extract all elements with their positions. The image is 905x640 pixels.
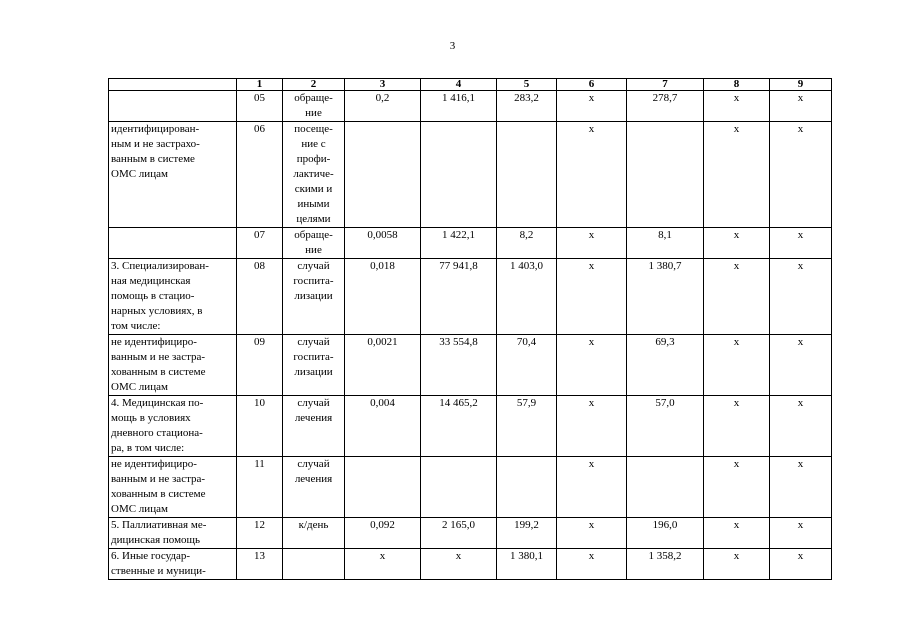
- table-cell: 283,2: [497, 91, 557, 122]
- header-cell-blank: [109, 79, 237, 91]
- table-row: [109, 396, 832, 457]
- row-label-cell: 4. Медицинская по- мощь в условиях дневного стациона- ра, в том числе:: [109, 396, 237, 457]
- table-cell: х: [770, 122, 832, 228]
- table-cell: 10: [237, 396, 283, 457]
- table-cell: [421, 122, 497, 228]
- table-cell: [345, 457, 421, 518]
- table-cell: 11: [237, 457, 283, 518]
- table-cell: [497, 457, 557, 518]
- table-cell: [497, 122, 557, 228]
- table-cell: х: [557, 228, 627, 259]
- table-cell: обраще- ние: [283, 228, 345, 259]
- table-cell: х: [557, 259, 627, 335]
- table-cell: 1 403,0: [497, 259, 557, 335]
- row-label-cell: не идентифициро- ванным и не застра- хованным в системе ОМС лицам: [109, 457, 237, 518]
- header-row: [109, 79, 832, 91]
- table-cell: х: [704, 259, 770, 335]
- table-cell: 8,2: [497, 228, 557, 259]
- header-cell: 6: [557, 79, 627, 91]
- table-cell: 278,7: [627, 91, 704, 122]
- table-cell: х: [770, 91, 832, 122]
- table-cell: х: [770, 228, 832, 259]
- table-cell: 1 380,7: [627, 259, 704, 335]
- header-cell: 5: [497, 79, 557, 91]
- header-cell: 4: [421, 79, 497, 91]
- table-cell: х: [557, 122, 627, 228]
- table-cell: х: [557, 549, 627, 580]
- table-cell: х: [704, 549, 770, 580]
- table-cell: х: [704, 457, 770, 518]
- table-cell: х: [557, 457, 627, 518]
- table-cell: случай лечения: [283, 457, 345, 518]
- table-cell: х: [770, 549, 832, 580]
- row-label-cell: не идентифициро- ванным и не застра- хованным в системе ОМС лицам: [109, 335, 237, 396]
- row-label-cell: 5. Паллиативная ме- дицинская помощь: [109, 518, 237, 549]
- table-cell: 08: [237, 259, 283, 335]
- table-cell: к/день: [283, 518, 345, 549]
- header-cell: 1: [237, 79, 283, 91]
- table-row: [109, 549, 832, 580]
- row-label-cell: [109, 228, 237, 259]
- table-cell: 0,0021: [345, 335, 421, 396]
- table-cell: 57,9: [497, 396, 557, 457]
- table-cell: 09: [237, 335, 283, 396]
- table-cell: х: [557, 396, 627, 457]
- table-cell: х: [557, 335, 627, 396]
- row-label-cell: [109, 91, 237, 122]
- table-cell: 196,0: [627, 518, 704, 549]
- table-cell: 77 941,8: [421, 259, 497, 335]
- page-number: 3: [449, 40, 456, 52]
- header-cell: 7: [627, 79, 704, 91]
- table-cell: х: [704, 228, 770, 259]
- table-cell: 8,1: [627, 228, 704, 259]
- table-cell: 33 554,8: [421, 335, 497, 396]
- table-row: [109, 335, 832, 396]
- table-cell: 0,004: [345, 396, 421, 457]
- table-row: [109, 457, 832, 518]
- row-label-cell: идентифицирован- ным и не застрахо- ванным в системе ОМС лицам: [109, 122, 237, 228]
- table-cell: х: [770, 518, 832, 549]
- table-cell: [345, 122, 421, 228]
- table-cell: х: [557, 518, 627, 549]
- table-cell: 13: [237, 549, 283, 580]
- row-label-cell: 6. Иные государ- ственные и муници-: [109, 549, 237, 580]
- table-cell: х: [704, 122, 770, 228]
- table-cell: х: [704, 335, 770, 396]
- table-cell: х: [704, 518, 770, 549]
- table-cell: 0,0058: [345, 228, 421, 259]
- table-cell: [421, 457, 497, 518]
- table-cell: случай госпита- лизации: [283, 259, 345, 335]
- table-row: [109, 122, 832, 228]
- table-cell: 199,2: [497, 518, 557, 549]
- table-cell: [283, 549, 345, 580]
- table-cell: х: [770, 259, 832, 335]
- table-cell: 05: [237, 91, 283, 122]
- table-cell: случай лечения: [283, 396, 345, 457]
- table-cell: [627, 122, 704, 228]
- table-cell: 70,4: [497, 335, 557, 396]
- header-cell: 3: [345, 79, 421, 91]
- table-cell: х: [421, 549, 497, 580]
- table-cell: [627, 457, 704, 518]
- table-cell: 57,0: [627, 396, 704, 457]
- table-cell: 1 380,1: [497, 549, 557, 580]
- table-cell: 0,018: [345, 259, 421, 335]
- table-cell: х: [557, 91, 627, 122]
- row-label-cell: 3. Специализирован- ная медицинская помощь в стацио- нарных условиях, в том числе:: [109, 259, 237, 335]
- header-cell: 2: [283, 79, 345, 91]
- table-row: [109, 518, 832, 549]
- table-cell: х: [704, 91, 770, 122]
- table-cell: случай госпита- лизации: [283, 335, 345, 396]
- table-cell: х: [770, 396, 832, 457]
- header-cell: 8: [704, 79, 770, 91]
- table-cell: 12: [237, 518, 283, 549]
- table-cell: 69,3: [627, 335, 704, 396]
- table-cell: 07: [237, 228, 283, 259]
- table-cell: посеще- ние с профи- лактиче- скими и иными целями: [283, 122, 345, 228]
- data-table: [108, 78, 832, 580]
- table-cell: х: [770, 335, 832, 396]
- table-cell: х: [704, 396, 770, 457]
- table-cell: 0,092: [345, 518, 421, 549]
- table-cell: 1 422,1: [421, 228, 497, 259]
- table-cell: 14 465,2: [421, 396, 497, 457]
- table-cell: 1 358,2: [627, 549, 704, 580]
- table-row: [109, 259, 832, 335]
- table-cell: 2 165,0: [421, 518, 497, 549]
- table-cell: 06: [237, 122, 283, 228]
- table-cell: х: [345, 549, 421, 580]
- table-cell: обраще- ние: [283, 91, 345, 122]
- table-cell: 0,2: [345, 91, 421, 122]
- table-row: [109, 91, 832, 122]
- table-row: [109, 228, 832, 259]
- table-cell: 1 416,1: [421, 91, 497, 122]
- table-cell: х: [770, 457, 832, 518]
- header-cell: 9: [770, 79, 832, 91]
